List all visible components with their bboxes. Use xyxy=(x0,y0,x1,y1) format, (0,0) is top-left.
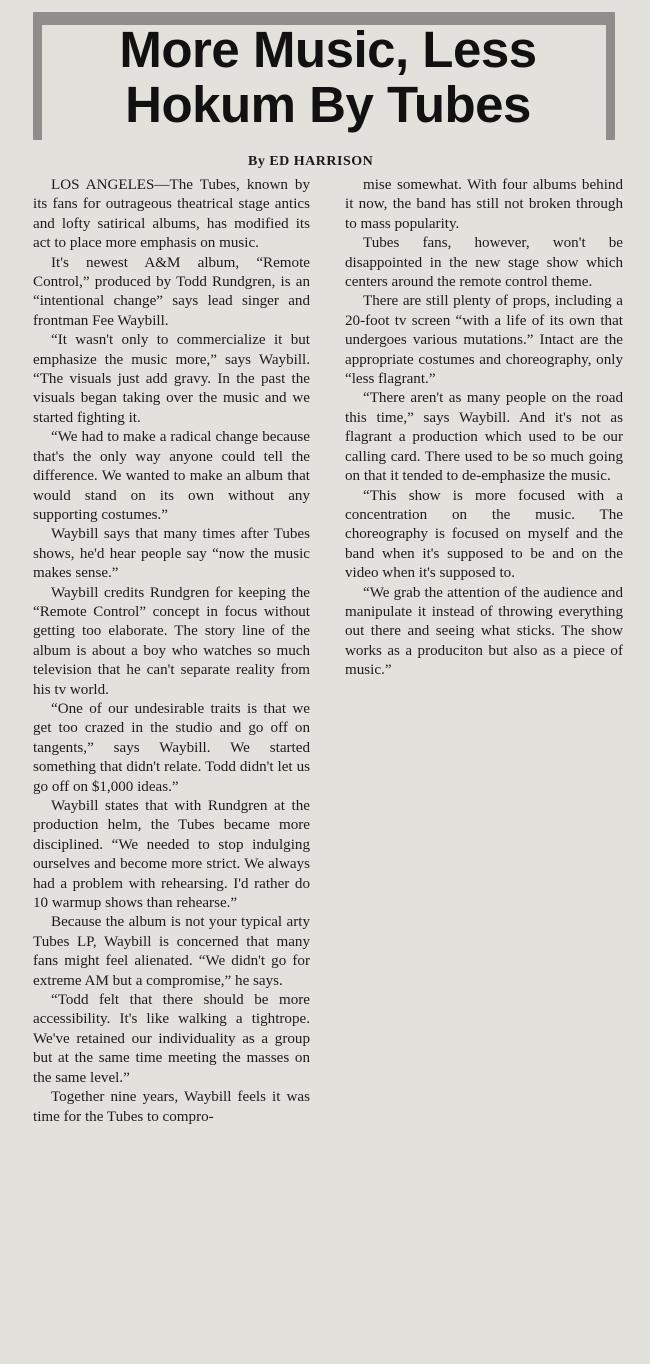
headline-line-1: More Music, Less xyxy=(119,21,537,78)
paragraph: Tubes fans, however, won't be disappointed in the new stage show which centers around the remote control theme. xyxy=(345,235,623,291)
paragraph: “We had to make a radical change because that's the only way anyone could tell the difference. We wanted to make an album that would stand on its own without any supporting costumes.” xyxy=(33,429,310,523)
paragraph: “This show is more focused with a concentration on the music. The choreography is focused on myself and the band when it's supposed to be and on the video when it's supposed to. xyxy=(345,487,623,582)
byline: By ED HARRISON xyxy=(248,154,374,169)
paragraph: Together nine years, Waybill feels it was time for the Tubes to compro- xyxy=(33,1089,310,1125)
headline-line-2: Hokum By Tubes xyxy=(125,76,531,133)
paragraph: mise somewhat. With four albums behind it now, the band has still not broken through to mass popularity. xyxy=(345,177,623,232)
paragraph: Waybill credits Rundgren for keeping the “Remote Control” concept in focus without getting too elaborate. The story line of the album is about a boy who watches so much television that he can't separate reality from his tv world. xyxy=(33,584,310,698)
paragraph: LOS ANGELES—The Tubes, known by its fans for outrageous theatrical stage antics and lofty satirical albums, has modified its act to place more emphasis on music. xyxy=(33,177,310,252)
paragraph: Waybill states that with Rundgren at the production helm, the Tubes became more disciplined. “We needed to stop indulging ourselves and become more strict. We always had a problem with rehearsing. I'd rather do 10 warmup shows than rehearse.” xyxy=(33,798,310,912)
paragraph: “It wasn't only to commercialize it but emphasize the music more,” says Waybill. “The visuals just add gravy. In the past the visuals began taking over the music and we started fighting it. xyxy=(33,332,310,426)
paragraph: It's newest A&M album, “Remote Control,” produced by Todd Rundgren, is an “intentional change” says lead singer and frontman Fee Waybill. xyxy=(33,254,310,329)
paragraph: “One of our undesirable traits is that we get too crazed in the studio and go off on tangents,” says Waybill. We started something that didn't relate. Todd didn't let us go off on $1,000 ideas.” xyxy=(33,700,310,795)
paragraph: Waybill says that many times after Tubes shows, he'd hear people say “now the music makes sense.” xyxy=(33,526,310,582)
article-column-right xyxy=(345,176,623,681)
article-column-left xyxy=(33,176,310,1127)
headline xyxy=(58,22,598,132)
paragraph: “There aren't as many people on the road this time,” says Waybill. And it's not as flagrant a production which used to be our calling card. There used to be so much going on that it tended to de-emphasize the music. xyxy=(345,390,623,485)
paragraph: “We grab the attention of the audience and manipulate it instead of throwing everything out there and seeing what sticks. The show works as a produciton but also as a piece of music.” xyxy=(345,584,623,679)
paragraph: Because the album is not your typical arty Tubes LP, Waybill is concerned that many fans might feel alienated. “We didn't go for extreme AM but a compromise,” he says. xyxy=(33,914,310,989)
paragraph: “Todd felt that there should be more accessibility. It's like walking a tightrope. We've retained our individuality as a group but at the same time meeting the masses on the same level.” xyxy=(33,992,310,1086)
paragraph: There are still plenty of props, including a 20-foot tv screen “with a life of its own that undergoes various mutations.” Intact are the appropriate costumes and choreography, only “less flagrant.” xyxy=(345,293,623,388)
